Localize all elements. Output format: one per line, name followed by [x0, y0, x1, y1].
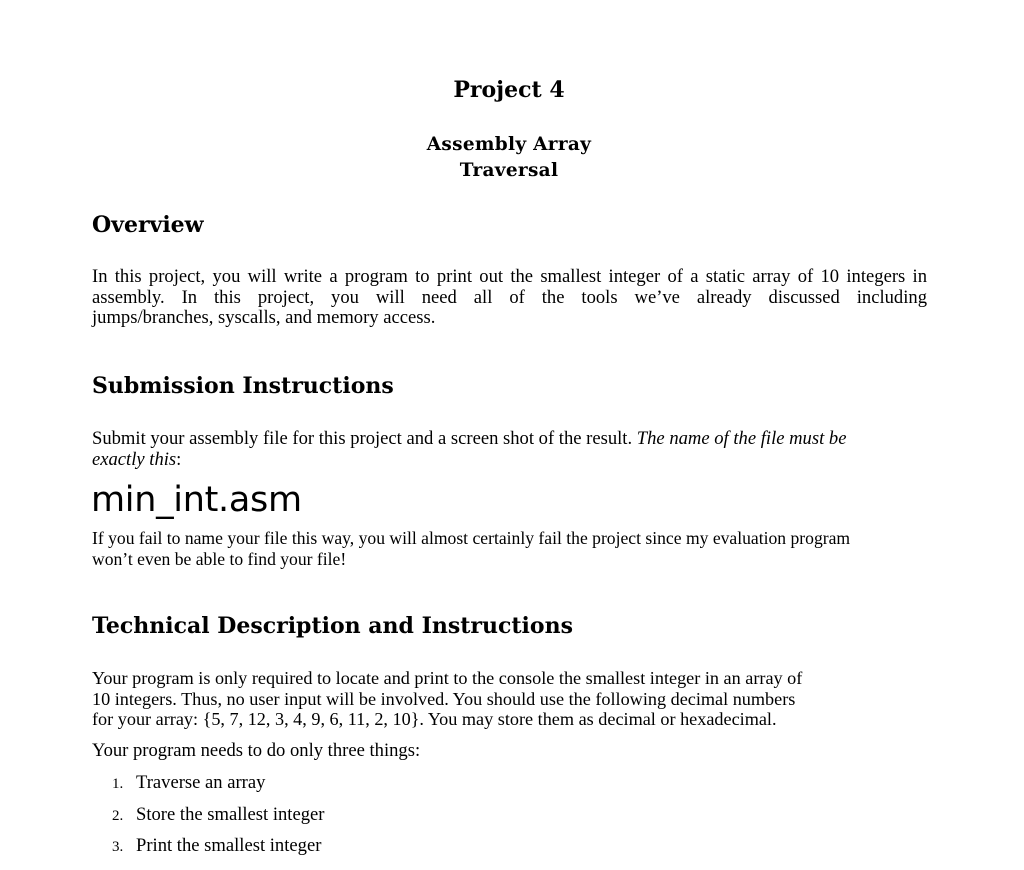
paragraph-line: jumps/branches, syscalls, and memory access.: [92, 307, 436, 329]
paragraph-line: [92, 429, 938, 450]
overview-paragraph: [92, 267, 927, 329]
required-filename: min_int.asm: [91, 480, 302, 520]
overview-heading: Overview: [92, 212, 204, 238]
paragraph-line: If you fail to name your file this way, you will almost certainly fail the project since my evaluation program: [92, 528, 851, 548]
list-item: [112, 835, 324, 867]
paragraph-line: won’t even be able to find your file!: [92, 548, 347, 569]
paragraph-line: 10 integers. Thus, no user input will be involved. You should use the following decimal numbers: [92, 688, 796, 709]
list-item: [112, 804, 324, 836]
paragraph-line: In this project, you will write a program to print out the smallest integer of a static array of 10 integers in: [92, 266, 927, 287]
technical-lead-in: [92, 741, 927, 762]
paragraph-line: Your program needs to do only three things:: [92, 740, 421, 761]
paragraph-line: for your array: {5, 7, 12, 3, 4, 9, 6, 11, 2, 10}. You may store them as decimal or hexadecimal.: [92, 709, 777, 730]
list-item: [112, 772, 324, 804]
steps-list: [112, 772, 324, 867]
paragraph-line: Your program is only required to locate and print to the console the smallest integer in an array of: [92, 668, 803, 688]
list-text: Traverse an array: [136, 772, 266, 793]
list-text: Store the smallest integer: [136, 803, 325, 825]
technical-paragraph: [92, 668, 922, 730]
submission-heading: Submission Instructions: [92, 373, 394, 399]
list-number: 1.: [112, 776, 124, 792]
subtitle-line: Traversal: [459, 160, 559, 181]
submission-warning: [92, 528, 932, 569]
subtitle-line: Assembly Array: [426, 134, 592, 155]
list-number: 3.: [112, 839, 124, 856]
list-text: Print the smallest integer: [136, 835, 322, 857]
submission-intro: [92, 429, 938, 470]
intro-colon: :: [176, 448, 182, 470]
paragraph-line: assembly. In this project, you will need all of the tools we’ve already discussed including: [92, 286, 927, 308]
page-subtitle: [0, 132, 1018, 184]
intro-emphasis-cont: exactly this: [92, 448, 177, 470]
list-number: 2.: [112, 807, 124, 824]
technical-heading: Technical Description and Instructions: [92, 613, 573, 639]
page-title: Project 4: [453, 77, 565, 103]
intro-emphasis: The name of the file must be: [636, 428, 847, 449]
intro-text: Submit your assembly file for this project and a screen shot of the result.: [92, 428, 633, 449]
paragraph-line: [92, 450, 938, 471]
